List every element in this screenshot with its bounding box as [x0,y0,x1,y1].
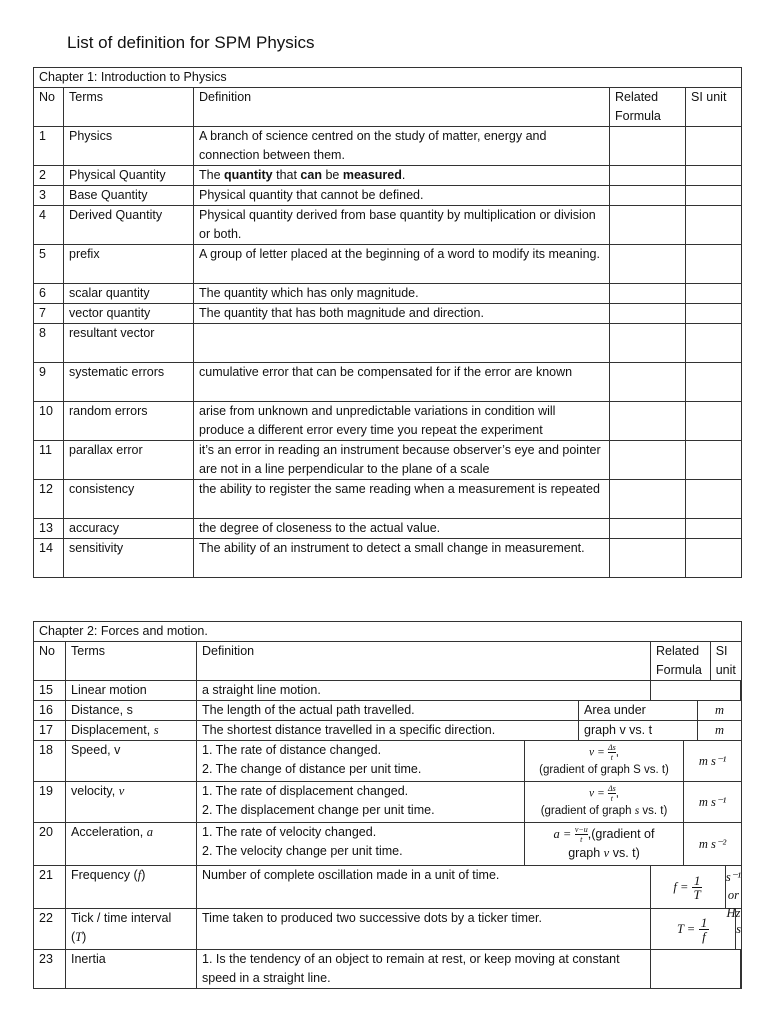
si-line: or Hz [726,888,741,920]
row-term: Derived Quantity [64,206,194,245]
table-row [34,324,742,363]
row-term: resultant vector [64,324,194,363]
formula-lhs: a = [553,827,572,841]
table-row [34,539,742,578]
def-line: 1. The rate of displacement changed. [202,784,409,798]
row-no: 14 [34,539,64,578]
formula-lhs: f = [673,880,689,894]
row-formula [610,324,686,363]
row-formula [610,304,686,324]
row-no: 23 [34,950,66,989]
row-formula [610,519,686,539]
row-formula [610,363,686,402]
row-formula-si [525,823,742,866]
table-row [34,519,742,539]
row-si: m s⁻¹ [698,795,727,809]
chapter2-table [33,621,742,989]
row-definition: the degree of closeness to the actual value. [194,519,610,539]
row-formula-si [525,741,742,782]
def-line: 1. The rate of velocity changed. [202,825,377,839]
table-row [34,284,742,304]
row-no: 13 [34,519,64,539]
row-si [686,186,742,206]
formula-note: graph [568,846,604,861]
row-definition [197,741,525,782]
row-formula-si [651,950,742,989]
def-line: 1. The rate of distance changed. [202,743,382,757]
chapter2-caption: Chapter 2: Forces and motion. [34,622,742,642]
row-definition: it’s an error in reading an instrument because observer’s eye and pointer are not in a line perpendicular to the plane of a scale [194,441,610,480]
row-term: accuracy [64,519,194,539]
table-row [34,166,742,186]
table-row [34,304,742,324]
row-no: 1 [34,127,64,166]
header-formula: Related Formula [610,88,686,127]
row-no: 9 [34,363,64,402]
row-definition: Physical quantity that cannot be defined. [194,186,610,206]
formula-tail: ,(gradient of [587,827,655,841]
table-row [34,950,742,989]
row-formula [525,741,684,781]
row-definition: A group of letter placed at the beginning of a word to modify its meaning. [194,245,610,284]
header-no: No [34,642,66,681]
def-text: that [272,168,301,182]
def-line: 2. The displacement change per unit time. [202,803,435,817]
chapter1-table [33,67,742,578]
formula-note: (gradient of graph [540,805,635,817]
formula-denominator: t [580,835,583,845]
row-formula [610,127,686,166]
term-text: Displacement, [71,723,154,737]
formula-denominator: t [610,753,613,762]
row-definition: 1. Is the tendency of an object to remain at rest, or keep moving at constant speed in a straight line. [197,950,651,989]
row-definition: The shortest distance travelled in a specific direction. [197,721,579,741]
row-formula [651,909,736,949]
row-si: m [715,723,725,737]
row-definition: Physical quantity derived from base quantity by multiplication or division or both. [194,206,610,245]
table-row [34,782,742,823]
row-term: random errors [64,402,194,441]
row-definition: a straight line motion. [197,681,651,701]
row-term: prefix [64,245,194,284]
row-term: consistency [64,480,194,519]
term-text: velocity, [71,784,119,798]
row-definition [197,782,525,823]
row-term [66,823,197,866]
row-no: 12 [34,480,64,519]
def-text: . [401,168,406,182]
row-formula [610,284,686,304]
table-row [34,441,742,480]
def-bold: can [300,168,322,182]
row-term [66,782,197,823]
formula-tail: , [615,746,619,759]
page-title: List of definition for SPM Physics [67,33,315,52]
row-si [725,866,742,920]
row-si: m s⁻² [698,837,727,851]
row-si [686,402,742,441]
row-formula-si [651,909,742,950]
row-term: scalar quantity [64,284,194,304]
row-no: 5 [34,245,64,284]
term-text: Acceleration, [71,825,147,839]
row-term: Physics [64,127,194,166]
row-formula-si [579,701,742,721]
row-term: Physical Quantity [64,166,194,186]
term-text: ) [141,868,146,882]
row-definition: cumulative error that can be compensated for if the error are known [194,363,610,402]
row-formula-si [579,721,742,741]
table-row [34,701,742,721]
row-term: Speed, v [66,741,197,782]
row-formula [610,480,686,519]
formula-note-symbol: s [634,805,640,817]
row-no: 8 [34,324,64,363]
header-formula-label: Related Formula [651,642,711,680]
row-term [66,866,197,909]
row-term: systematic errors [64,363,194,402]
row-si [686,284,742,304]
formula-note: vs. t) [609,846,640,861]
table-caption-row [34,68,742,88]
row-definition: arise from unknown and unpredictable variations in condition will produce a different error every time you repeat the experiment [194,402,610,441]
term-symbol: v [118,784,125,798]
row-si: s [736,922,742,936]
def-bold: measured [342,168,402,182]
row-no: 10 [34,402,64,441]
formula-denominator: t [610,794,613,803]
formula-denominator: f [702,929,706,945]
row-definition: The quantity which has only magnitude. [194,284,610,304]
def-text: be [321,168,343,182]
table-row [34,186,742,206]
row-formula [610,206,686,245]
formula-numerator: v−u [574,825,588,835]
row-definition: The length of the actual path travelled. [197,701,579,721]
row-formula: graph v vs. t [579,721,698,740]
row-no: 2 [34,166,64,186]
table-row [34,741,742,782]
row-definition: Time taken to produced two successive dots by a ticker timer. [197,909,651,950]
header-definition: Definition [194,88,610,127]
row-no: 11 [34,441,64,480]
row-no: 21 [34,866,66,909]
row-no: 4 [34,206,64,245]
row-formula [525,823,684,865]
def-text: The [199,168,225,182]
row-term: Distance, s [66,701,197,721]
row-definition: A branch of science centred on the study of matter, energy and connection between them. [194,127,610,166]
row-si [686,539,742,578]
row-definition: Number of complete oscillation made in a unit of time. [197,866,651,909]
table-row [34,127,742,166]
row-formula [525,782,684,822]
row-definition [197,823,525,866]
row-formula [610,186,686,206]
term-text: Tick / time interval [71,911,172,925]
row-no: 20 [34,823,66,866]
row-formula-si [525,782,742,823]
row-formula [610,402,686,441]
formula-lhs: v = [589,787,605,800]
table-row [34,823,742,866]
formula-note-symbol: v [603,846,610,861]
table-row [34,681,742,701]
row-term [66,721,197,741]
row-term [66,909,197,950]
row-formula [610,441,686,480]
table-row [34,245,742,284]
formula-numerator: Δs [607,784,616,793]
term-symbol: f [137,868,142,882]
row-si [686,480,742,519]
row-si [686,324,742,363]
row-no: 7 [34,304,64,324]
table-row [34,721,742,741]
row-term: Base Quantity [64,186,194,206]
row-term: sensitivity [64,539,194,578]
table-caption-row [34,622,742,642]
row-term: parallax error [64,441,194,480]
row-no: 17 [34,721,66,741]
row-term: vector quantity [64,304,194,324]
row-definition [194,166,610,186]
row-no: 6 [34,284,64,304]
row-no: 15 [34,681,66,701]
header-terms: Terms [64,88,194,127]
row-si [686,363,742,402]
table-row [34,909,742,950]
row-no: 16 [34,701,66,721]
row-si [686,127,742,166]
row-term: Inertia [66,950,197,989]
table-row [34,480,742,519]
row-formula-si [651,866,742,920]
row-si [686,441,742,480]
header-definition: Definition [197,642,651,681]
header-si-unit: SI unit [715,644,736,677]
header-si-unit: SI unit [686,88,742,127]
term-text: ) [82,930,87,944]
row-formula [610,166,686,186]
row-definition: The quantity that has both magnitude and direction. [194,304,610,324]
def-bold: quantity [224,168,273,182]
def-line: 2. The velocity change per unit time. [202,844,403,858]
row-formula: Area under [579,701,698,720]
formula-lhs: v = [589,746,605,759]
term-symbol: s [153,723,159,737]
row-si: m [715,703,725,717]
def-line: 2. The change of distance per unit time. [202,762,422,776]
row-formula [651,866,726,908]
header-no: No [34,88,64,127]
formula-lhs: T = [676,922,696,936]
si-line: s⁻¹ [725,870,742,884]
table-row [34,363,742,402]
chapter1-caption: Chapter 1: Introduction to Physics [34,68,742,88]
row-no: 3 [34,186,64,206]
table-header-row [34,88,742,127]
row-formula-si [651,681,742,701]
formula-numerator: Δs [607,743,616,752]
term-text: ( [71,930,76,944]
row-definition [194,324,610,363]
row-si [686,166,742,186]
term-text: Frequency ( [71,868,138,882]
row-no: 18 [34,741,66,782]
row-definition: The ability of an instrument to detect a small change in measurement. [194,539,610,578]
formula-tail: , [615,787,619,800]
term-symbol: a [146,825,153,839]
row-no: 22 [34,909,66,950]
header-terms: Terms [66,642,197,681]
row-si [686,245,742,284]
row-si [686,519,742,539]
formula-numerator: 1 [700,915,708,931]
row-formula [610,539,686,578]
row-no: 19 [34,782,66,823]
row-si: m s⁻¹ [698,754,727,768]
table-row [34,402,742,441]
table-row [34,866,742,909]
row-definition: the ability to register the same reading when a measurement is repeated [194,480,610,519]
formula-denominator: T [693,887,701,903]
row-si [686,206,742,245]
row-formula [610,245,686,284]
formula-numerator: 1 [693,873,701,889]
term-symbol: T [75,930,83,944]
table-row [34,206,742,245]
header-formula [651,642,742,681]
table-header-row [34,642,742,681]
row-term: Linear motion [66,681,197,701]
formula-note: vs. t) [639,805,668,817]
row-si [686,304,742,324]
formula-note: (gradient of graph S vs. t) [539,764,669,776]
